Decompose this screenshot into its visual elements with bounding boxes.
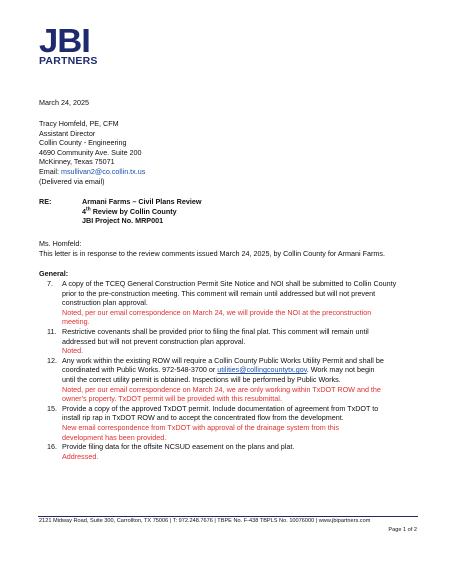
item-text-line: Any work within the existing ROW will require a Collin County Public Works Utility Permit and shall be <box>62 355 384 365</box>
item-response-line: New email correspondence from TxDOT with approval of the drainage system from this <box>62 422 339 432</box>
item-text-line: addressed but will not prevent construction plan approval. <box>62 336 246 346</box>
recipient-name: Tracy Homfeld, PE, CFM <box>39 119 119 128</box>
recipient-city: McKinney, Texas 75071 <box>39 157 115 167</box>
footer-contact: 2121 Midway Road, Suite 300, Carrollton, TX 75006 | T: 972.248.7676 | TBPE No. F-438 TBPLS No. 10076000 | www.jbipartners.com <box>39 518 371 524</box>
item-text-line-with-link <box>62 365 429 375</box>
recipient-street: 4690 Community Ave. Suite 200 <box>39 147 142 157</box>
item-response-line: Noted, per our email correspondence on March 24, we are only working within TxDOT ROW and the <box>62 384 381 394</box>
item-response-line: Noted, per our email correspondence on March 24, we will provide the NOI at the preconstruction <box>62 307 372 317</box>
letter-date: March 24, 2025 <box>39 98 89 107</box>
list-item <box>39 327 429 356</box>
intro-paragraph: This letter is in response to the review comments issued March 24, 2025, by Collin County for Armani Farms. <box>39 249 385 258</box>
item-text-before-link: coordinated with Public Works. 972-548-3700 or <box>62 365 218 375</box>
item-text-line: Provide a copy of the approved TxDOT permit. Include documentation of agreement from TxDOT to <box>62 403 379 413</box>
recipient-address-block <box>39 119 145 186</box>
list-item <box>39 356 429 404</box>
footer-divider <box>38 516 418 517</box>
utilities-email-link[interactable]: utilities@collingcountytx.gov <box>217 365 307 375</box>
item-text-line: construction plan approval. <box>62 298 148 308</box>
item-response-line: Noted. <box>62 346 84 356</box>
logo-main-text: JBI <box>39 22 90 59</box>
delivery-note: (Delivered via email) <box>39 176 105 186</box>
item-text-line: prior to the pre-construction meeting. This comment will remain until addressed but will not prevent <box>62 288 376 298</box>
list-item <box>39 404 429 442</box>
item-response-line: Addressed. <box>62 451 99 461</box>
item-number: 16. <box>47 442 57 452</box>
review-ordinal: th <box>86 206 91 213</box>
item-response-line: meeting. <box>62 317 90 327</box>
list-item <box>39 442 429 461</box>
item-number: 11. <box>47 326 57 336</box>
item-text-line: install rip rap in TxDOT ROW and to accept the concentrated flow from the development. <box>62 413 344 423</box>
item-response-line: development has been provided. <box>62 432 167 442</box>
comment-list <box>39 279 429 461</box>
jbi-partners-logo <box>39 22 99 67</box>
salutation: Ms. Homfeld: <box>39 239 82 248</box>
email-label: Email: <box>39 166 61 176</box>
general-heading: General: <box>39 269 69 278</box>
review-number: 4 <box>82 206 86 216</box>
item-number: 12. <box>47 355 57 365</box>
recipient-email-link[interactable]: msullivan2@co.collin.tx.us <box>60 166 146 176</box>
item-response-line: owner's property. TxDOT permit will be provided with this resubmittal. <box>62 394 282 404</box>
item-text-line: Restrictive covenants shall be provided prior to filing the final plat. This comment will remain until <box>62 326 369 336</box>
item-number: 7. <box>47 279 53 288</box>
recipient-department: Collin County - Engineering <box>39 138 127 148</box>
review-text: Review by Collin County <box>90 206 177 216</box>
item-text-after-link: . Work may not begin <box>306 365 375 375</box>
re-project-name: Armani Farms – Civil Plans Review <box>82 197 202 206</box>
item-text-line: until the correct utility permit is obtained. Inspections will be performed by Public Works. <box>62 374 341 384</box>
item-number: 15. <box>47 403 57 413</box>
recipient-title: Assistant Director <box>39 128 96 138</box>
re-project-number: JBI Project No. MRP001 <box>82 216 164 226</box>
item-text-line: Provide filing data for the offsite NCSUD easement on the plans and plat. <box>62 442 295 452</box>
recipient-email-line <box>39 167 145 177</box>
list-item <box>39 279 429 327</box>
page-number: Page 1 of 2 <box>388 527 417 533</box>
re-label: RE: <box>39 197 52 206</box>
item-text-line: A copy of the TCEQ General Construction Permit Site Notice and NOI shall be submitted to Collin County <box>62 279 397 288</box>
re-review-line <box>82 207 201 217</box>
logo-sub-text: PARTNERS <box>39 55 98 67</box>
